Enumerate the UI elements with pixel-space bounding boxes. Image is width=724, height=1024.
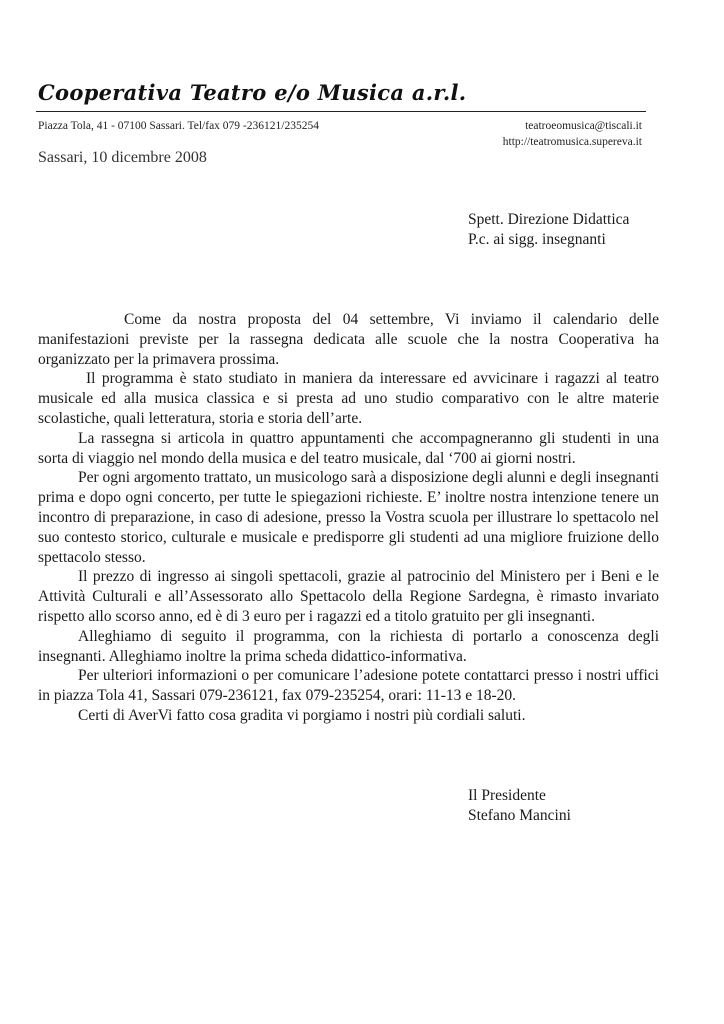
signature-name: Stefano Mancini xyxy=(468,807,571,824)
signature-title: Il Presidente xyxy=(468,787,546,804)
paragraph: Certi di AverVi fatto cosa gradita vi porgiamo i nostri più cordiali saluti. xyxy=(78,706,526,724)
paragraph: Per ogni argomento trattato, un musicologo sarà a disposizione degli alunni e degli insegnanti prima e dopo ogni concerto, per tutte le spiegazioni richieste. E’ inoltre nostra intenzione tenere un incontro di preparazione, in caso di adesione, presso la Vostra scuola per illustrare lo spettacolo nel suo contesto storico, culturale e musicale e predisporre gli studenti ad una migliore fruizione dello spettacolo stesso. xyxy=(38,469,659,566)
recipient-line-1: Spett. Direzione Didattica xyxy=(468,211,630,228)
signature-block xyxy=(468,786,571,826)
company-email: teatroeomusica@tiscali.it xyxy=(525,120,642,132)
recipient-line-2: P.c. ai sigg. insegnanti xyxy=(468,231,606,248)
paragraph: Il programma è stato studiato in maniera da interessare ed avvicinare i ragazzi al teatro musicale ed alla musica classica e si presta ad uno studio comparativo con le altre materie scolastiche, quali letteratura, storia e storia dell’arte. xyxy=(38,370,659,427)
letter-date: Sassari, 10 dicembre 2008 xyxy=(38,149,207,166)
paragraph: Alleghiamo di seguito il programma, con la richiesta di portarlo a conoscenza degli insegnanti. Alleghiamo inoltre la prima scheda didattico-informativa. xyxy=(38,627,659,665)
paragraph: La rassegna si articola in quattro appuntamenti che accompagneranno gli studenti in una sorta di viaggio nel mondo della musica e del teatro musicale, dal ‘700 ai giorni nostri. xyxy=(38,429,659,467)
company-website: http://teatromusica.supereva.it xyxy=(502,136,642,148)
company-name: Cooperativa Teatro e/o Musica a.r.l. xyxy=(38,80,467,105)
paragraph: Per ulteriori informazioni o per comunicare l’adesione potete contattarci presso i nostri uffici in piazza Tola 41, Sassari 079-236121, fax 079-235254, orari: 11-13 e 18-20. xyxy=(38,667,659,705)
letter-body xyxy=(38,310,659,726)
company-address: Piazza Tola, 41 - 07100 Sassari. Tel/fax 079 -236121/235254 xyxy=(38,120,319,132)
header-divider xyxy=(36,111,646,112)
paragraph: Come da nostra proposta del 04 settembre, Vi inviamo il calendario delle manifestazioni previste per la rassegna dedicata alle scuole che la nostra Cooperativa ha organizzato per la primavera prossima. xyxy=(38,311,659,368)
recipient-block xyxy=(468,210,629,250)
paragraph: Il prezzo di ingresso ai singoli spettacoli, grazie al patrocinio del Ministero per i Beni e le Attività Culturali e all’Assessorato allo Spettacolo della Regione Sardegna, è rimasto invariato rispetto allo scorso anno, ed è di 3 euro per i ragazzi ed a titolo gratuito per gli insegnanti. xyxy=(38,568,659,625)
